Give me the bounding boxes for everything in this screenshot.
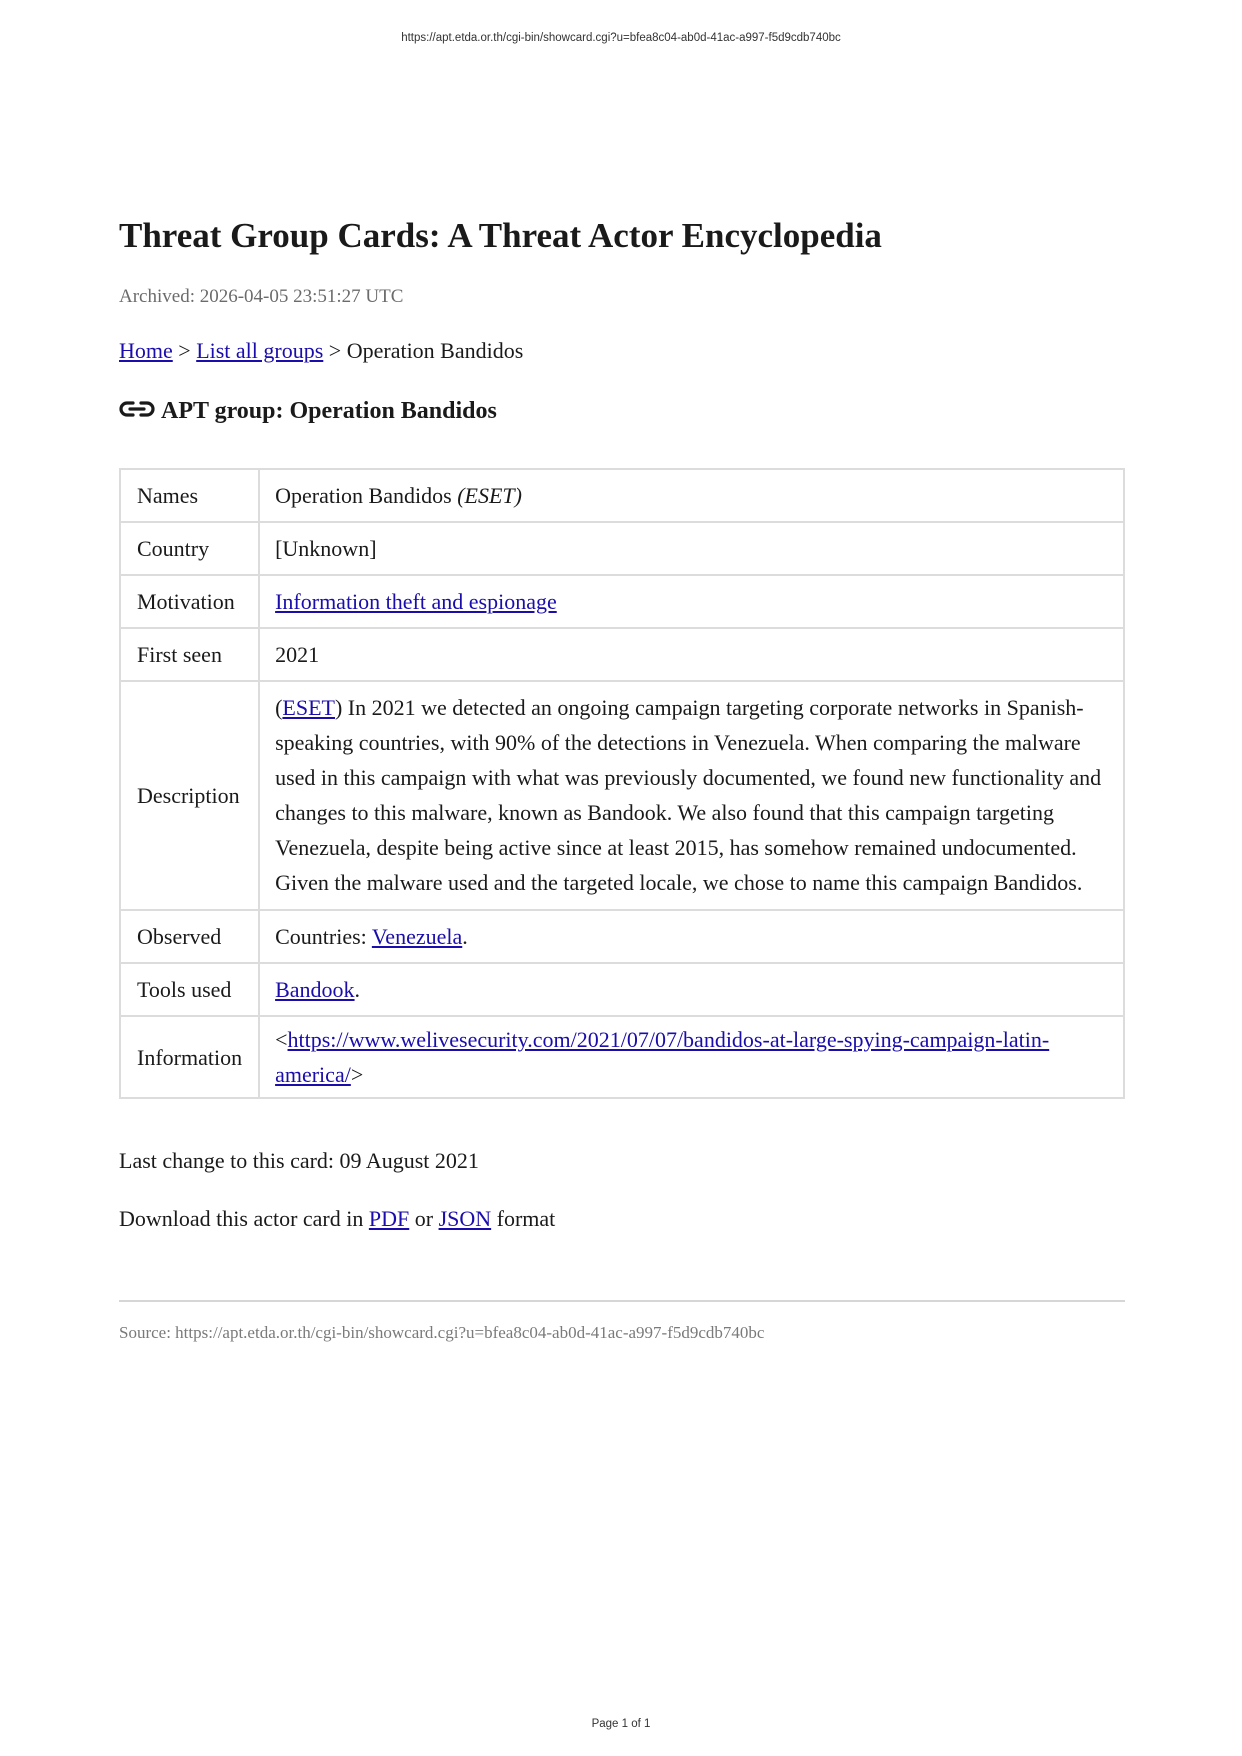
country-row	[120, 522, 1124, 575]
source-url: Source: https://apt.etda.or.th/cgi-bin/showcard.cgi?u=bfea8c04-ab0d-41ac-a997-f5d9cdb740bc	[119, 1323, 765, 1342]
tools-row	[120, 963, 1124, 1016]
breadcrumb-separator: >	[323, 338, 347, 363]
names-source: (ESET)	[457, 483, 522, 508]
observed-row	[120, 910, 1124, 963]
divider	[119, 1300, 1125, 1302]
observed-suffix: .	[462, 924, 468, 949]
download-prefix: Download this actor card in	[119, 1206, 369, 1231]
information-open: <	[275, 1027, 288, 1052]
information-close: >	[350, 1062, 364, 1087]
download-mid: or	[409, 1206, 439, 1231]
download-pdf-link[interactable]: PDF	[368, 1206, 410, 1231]
country-label: Country	[120, 522, 259, 575]
description-open: (	[275, 695, 283, 720]
information-link[interactable]: https://www.welivesecurity.com/2021/07/07/bandidos-at-large-spying-campaign-latin-america/	[275, 1027, 1050, 1087]
print-header-url: https://apt.etda.or.th/cgi-bin/showcard.cgi?u=bfea8c04-ab0d-41ac-a997-f5d9cdb740bc	[401, 32, 841, 44]
observed-value	[259, 910, 1124, 963]
download-line	[119, 1206, 555, 1232]
first-seen-value: 2021	[259, 628, 1124, 681]
observed-country-link[interactable]: Venezuela	[371, 924, 463, 949]
description-source-link[interactable]: ESET	[282, 695, 335, 720]
names-row	[120, 469, 1124, 522]
information-value	[259, 1016, 1124, 1098]
breadcrumb-home-link[interactable]: Home	[119, 338, 173, 363]
information-label: Information	[120, 1016, 259, 1098]
description-label: Description	[120, 681, 259, 910]
last-change-text: Last change to this card: 09 August 2021	[119, 1148, 479, 1173]
page-title: Threat Group Cards: A Threat Actor Encyclopedia	[119, 216, 882, 255]
observed-prefix: Countries:	[275, 924, 372, 949]
tools-suffix: .	[354, 977, 361, 1002]
motivation-value	[259, 575, 1124, 628]
motivation-link[interactable]: Information theft and espionage	[275, 589, 557, 614]
names-text: Operation Bandidos	[275, 483, 458, 508]
motivation-label: Motivation	[120, 575, 259, 628]
download-suffix: format	[491, 1206, 556, 1231]
breadcrumb-current: Operation Bandidos	[346, 338, 524, 363]
breadcrumb	[119, 338, 523, 364]
tools-label: Tools used	[120, 963, 259, 1016]
motivation-row	[120, 575, 1124, 628]
tools-value	[259, 963, 1124, 1016]
breadcrumb-separator: >	[172, 338, 197, 363]
download-json-link[interactable]: JSON	[438, 1206, 492, 1231]
description-row	[120, 681, 1124, 910]
observed-label: Observed	[120, 910, 259, 963]
group-card-table	[119, 468, 1125, 1099]
description-value	[259, 681, 1124, 910]
tool-link[interactable]: Bandook	[275, 977, 355, 1002]
information-row	[120, 1016, 1124, 1098]
country-value: [Unknown]	[259, 522, 1124, 575]
first-seen-label: First seen	[120, 628, 259, 681]
group-heading	[119, 398, 497, 425]
archived-timestamp: Archived: 2026-04-05 23:51:27 UTC	[119, 286, 404, 307]
names-label: Names	[120, 469, 259, 522]
breadcrumb-list-all-groups-link[interactable]: List all groups	[196, 338, 324, 363]
link-icon[interactable]	[119, 396, 155, 424]
description-text: ) In 2021 we detected an ongoing campaign targeting corporate networks in Spanish-speaking countries, with 90% of the detections in Venezuela. When comparing the malware used in this campaign with what was previously documented, we found new functionality and changes to this malware, known as Bandook. We also found that this campaign targeting Venezuela, despite being active since at least 2015, has somehow remained undocumented. Given the malware used and the targeted locale, we chose to name this campaign Bandidos.	[275, 695, 1102, 895]
group-heading-text: APT group: Operation Bandidos	[161, 398, 497, 424]
first-seen-row	[120, 628, 1124, 681]
page-number: Page 1 of 1	[591, 1718, 651, 1730]
names-value	[259, 469, 1124, 522]
